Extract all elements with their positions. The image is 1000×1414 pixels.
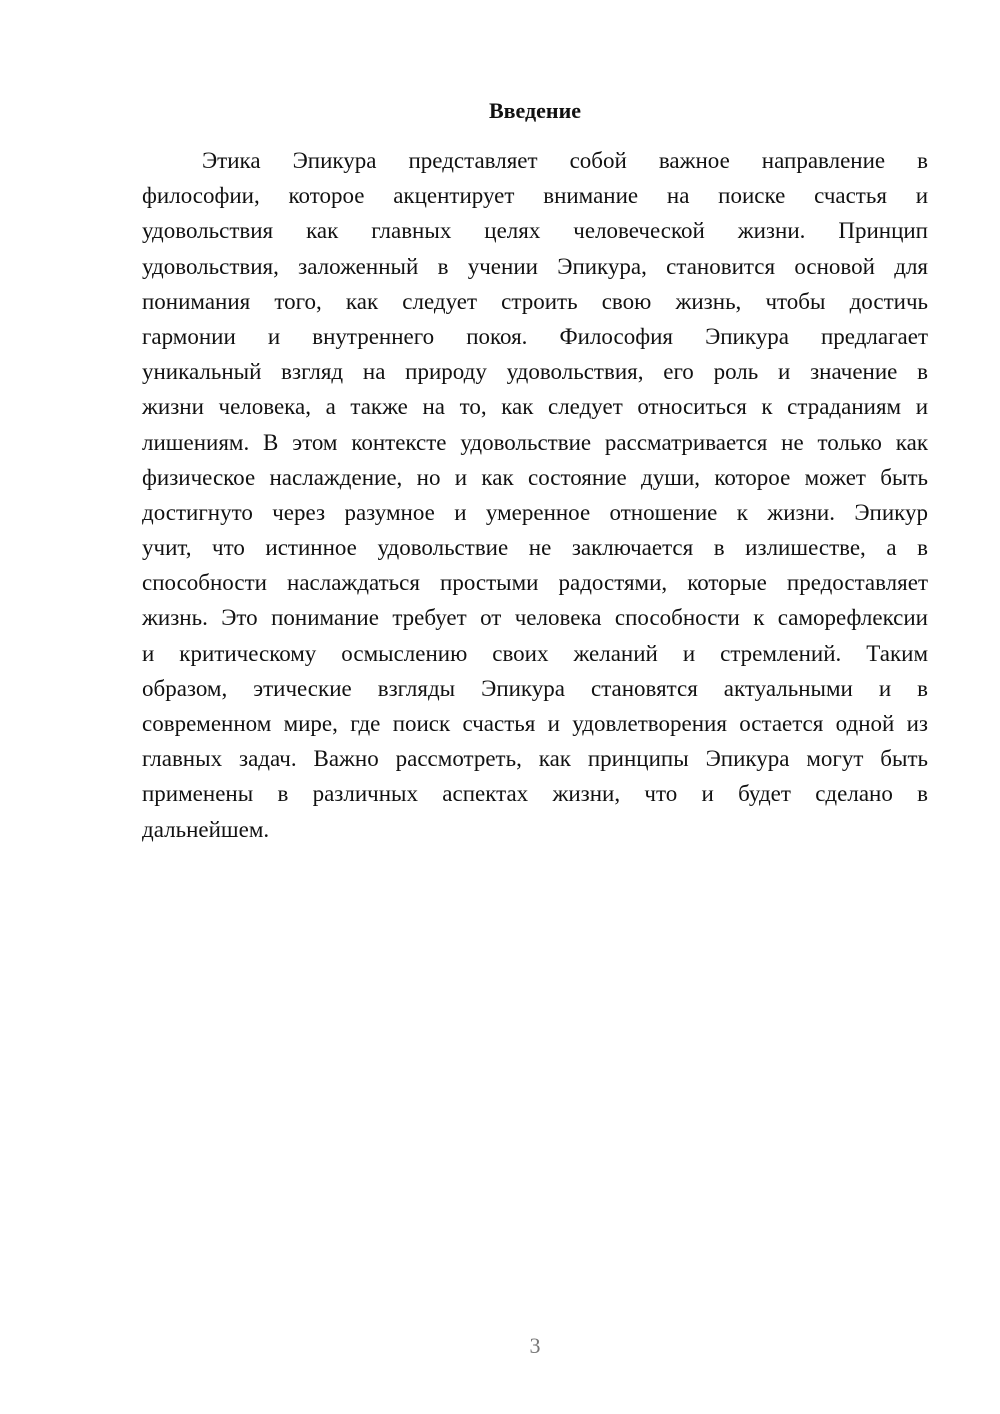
text-line: гармонии и внутреннего покоя. Философия Эпикура предлагает xyxy=(142,323,928,349)
text-line: способности наслаждаться простыми радостями, которые предоставляет xyxy=(142,570,928,596)
text-line: дальнейшем. xyxy=(142,816,270,842)
page-number: 3 xyxy=(529,1333,541,1358)
text-line: достигнуто через разумное и умеренное отношение к жизни. Эпикур xyxy=(142,499,928,525)
text-line: жизнь. Это понимание требует от человека способности к саморефлексии xyxy=(142,605,928,631)
text-line: уникальный взгляд на природу удовольствия, его роль и значение в xyxy=(142,359,928,385)
text-line: применены в различных аспектах жизни, что и будет сделано в xyxy=(142,781,928,807)
text-line: образом, этические взгляды Эпикура становятся актуальными и в xyxy=(142,675,928,701)
text-line: удовольствия как главных целях человеческой жизни. Принцип xyxy=(142,218,928,244)
text-line: удовольствия, заложенный в учении Эпикура, становится основой для xyxy=(142,253,928,279)
text-line: жизни человека, а также на то, как следует относиться к страданиям и xyxy=(142,394,928,420)
text-line: понимания того, как следует строить свою жизнь, чтобы достичь xyxy=(142,288,928,314)
text-line: учит, что истинное удовольствие не заключается в излишестве, а в xyxy=(142,535,928,561)
text-line: физическое наслаждение, но и как состояние души, которое может быть xyxy=(142,464,928,490)
text-line: Этика Эпикура представляет собой важное направление в xyxy=(202,148,928,173)
text-line: и критическому осмыслению своих желаний и стремлений. Таким xyxy=(142,640,928,666)
text-line: главных задач. Важно рассмотреть, как принципы Эпикура могут быть xyxy=(142,746,928,772)
text-line: современном мире, где поиск счастья и удовлетворения остается одной из xyxy=(142,711,928,736)
section-heading: Введение xyxy=(488,98,582,123)
text-line: лишениям. В этом контексте удовольствие рассматривается не только как xyxy=(142,429,928,455)
text-line: философии, которое акцентирует внимание на поиске счастья и xyxy=(142,183,928,209)
body-paragraph xyxy=(142,143,928,847)
